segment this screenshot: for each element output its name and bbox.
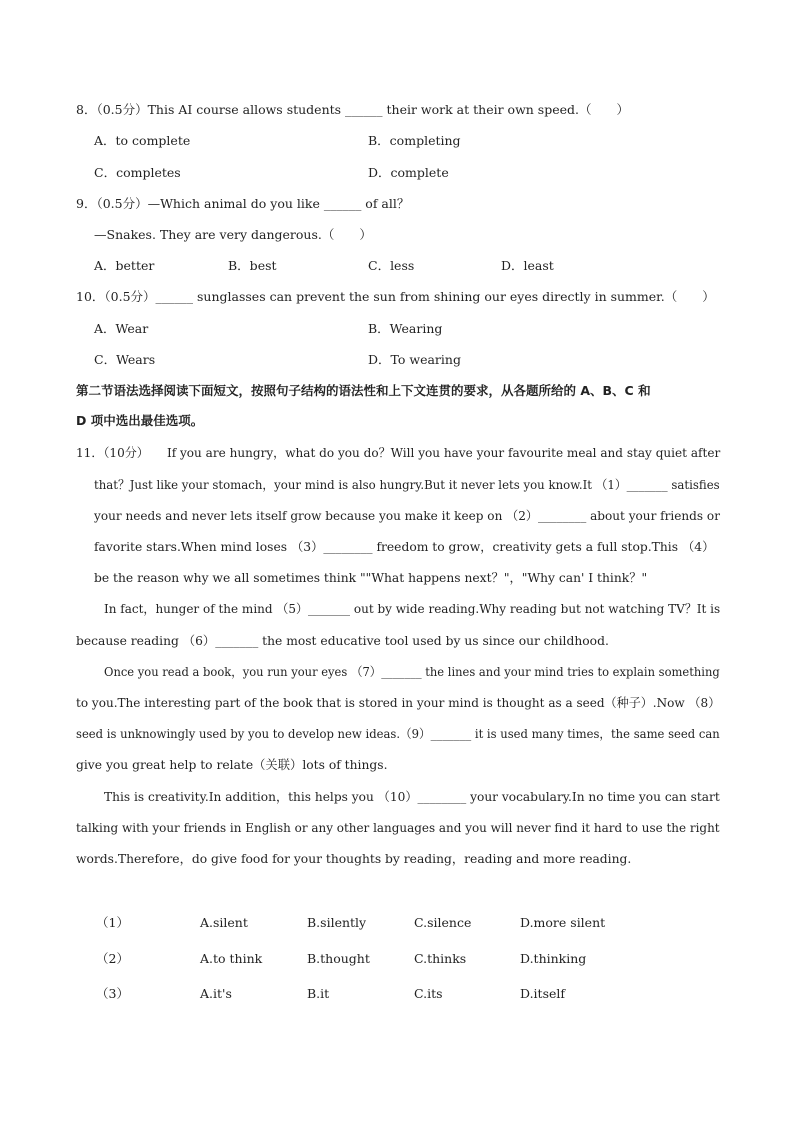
q9-option-d[interactable]: D．least bbox=[501, 258, 554, 273]
choice-option-d[interactable]: D.more silent bbox=[520, 915, 606, 930]
q11-passage-line-12: This is creativity.In addition，this helps you （10）________ your vocabulary.In no time you can start bbox=[104, 790, 720, 804]
choice-option-a[interactable]: A.it's bbox=[200, 986, 232, 1001]
section-heading-line1: 第二节语法选择阅读下面短文，按照句子结构的语法性和上下文连贯的要求，从各题所给的 A、B、C 和 bbox=[76, 383, 651, 398]
choice-option-c[interactable]: C.thinks bbox=[414, 951, 467, 966]
choice-number: （2） bbox=[96, 951, 129, 966]
q11-passage-line-6: In fact，hunger of the mind （5）_______ out by wide reading.Why reading but not watching TV？It is bbox=[104, 602, 721, 616]
choice-option-a[interactable]: A.silent bbox=[200, 915, 248, 930]
q9-stem-reply: —Snakes. They are very dangerous.（ ） bbox=[94, 227, 372, 242]
q11-passage-line-9: to you.The interesting part of the book that is stored in your mind is thought as a seed（种子）.Now （8） bbox=[76, 696, 721, 710]
q11-passage-line-5: be the reason why we all sometimes think ""What happens next？"，"Why can' I think？" bbox=[94, 571, 648, 585]
q8-stem: 8．（0.5分）This AI course allows students ______ their work at their own speed.（ ） bbox=[76, 102, 629, 117]
q8-option-a[interactable]: A．to complete bbox=[94, 133, 191, 148]
choice-option-b[interactable]: B.silently bbox=[307, 915, 367, 930]
q8-option-d[interactable]: D．complete bbox=[368, 165, 449, 180]
choice-option-b[interactable]: B.it bbox=[307, 986, 330, 1001]
q10-stem: 10．（0.5分）______ sunglasses can prevent the sun from shining our eyes directly in summer.（ ） bbox=[76, 289, 715, 304]
q9-option-c[interactable]: C．less bbox=[368, 258, 415, 273]
q11-passage-line-14: words.Therefore，do give food for your thoughts by reading，reading and more reading. bbox=[76, 852, 632, 866]
q9-option-a[interactable]: A．better bbox=[94, 258, 155, 273]
q11-passage-line-11: give you great help to relate（关联）lots of things. bbox=[76, 758, 388, 772]
choice-option-b[interactable]: B.thought bbox=[307, 951, 370, 966]
q10-option-d[interactable]: D．To wearing bbox=[368, 352, 461, 367]
q11-passage-line-3: your needs and never lets itself grow because you make it keep on （2）________ about your friends or bbox=[94, 509, 720, 523]
q10-option-c[interactable]: C．Wears bbox=[94, 352, 156, 367]
choice-number: （3） bbox=[96, 986, 129, 1001]
q11-passage-line-4: favorite stars.When mind loses （3）________ freedom to grow，creativity gets a full stop.This （4） bbox=[94, 540, 715, 554]
q9-option-b[interactable]: B．best bbox=[228, 258, 277, 273]
q11-passage-line-13: talking with your friends in English or any other languages and you will never find it hard to use the right bbox=[76, 821, 720, 835]
choice-option-c[interactable]: C.its bbox=[414, 986, 443, 1001]
q10-option-a[interactable]: A．Wear bbox=[94, 321, 149, 336]
q11-passage-line-8: Once you read a book，you run your eyes （7）_______ the lines and your mind tries to explain something bbox=[104, 665, 720, 679]
choice-option-d[interactable]: D.thinking bbox=[520, 951, 587, 966]
q11-passage-line-1: 11．（10分） If you are hungry，what do you do？Will you have your favourite meal and stay quiet after bbox=[76, 446, 721, 460]
q11-passage-line-10: seed is unknowingly used by you to develop new ideas.（9）_______ it is used many times，the same seed can bbox=[76, 727, 720, 741]
q8-option-c[interactable]: C．completes bbox=[94, 165, 181, 180]
choice-option-c[interactable]: C.silence bbox=[414, 915, 472, 930]
section-heading-line2: D 项中选出最佳选项。 bbox=[76, 413, 204, 428]
choice-option-a[interactable]: A.to think bbox=[200, 951, 263, 966]
q11-passage-line-2: that？Just like your stomach，your mind is also hungry.But it never lets you know.It （1）_______ satisfies bbox=[94, 478, 720, 492]
q9-stem: 9．（0.5分）—Which animal do you like ______ of all？ bbox=[76, 196, 410, 211]
q8-option-b[interactable]: B．completing bbox=[368, 133, 461, 148]
q11-passage-line-7: because reading （6）_______ the most educative tool used by us since our childhood. bbox=[76, 634, 609, 648]
q10-option-b[interactable]: B．Wearing bbox=[368, 321, 443, 336]
choice-option-d[interactable]: D.itself bbox=[520, 986, 566, 1001]
choice-number: （1） bbox=[96, 915, 129, 930]
